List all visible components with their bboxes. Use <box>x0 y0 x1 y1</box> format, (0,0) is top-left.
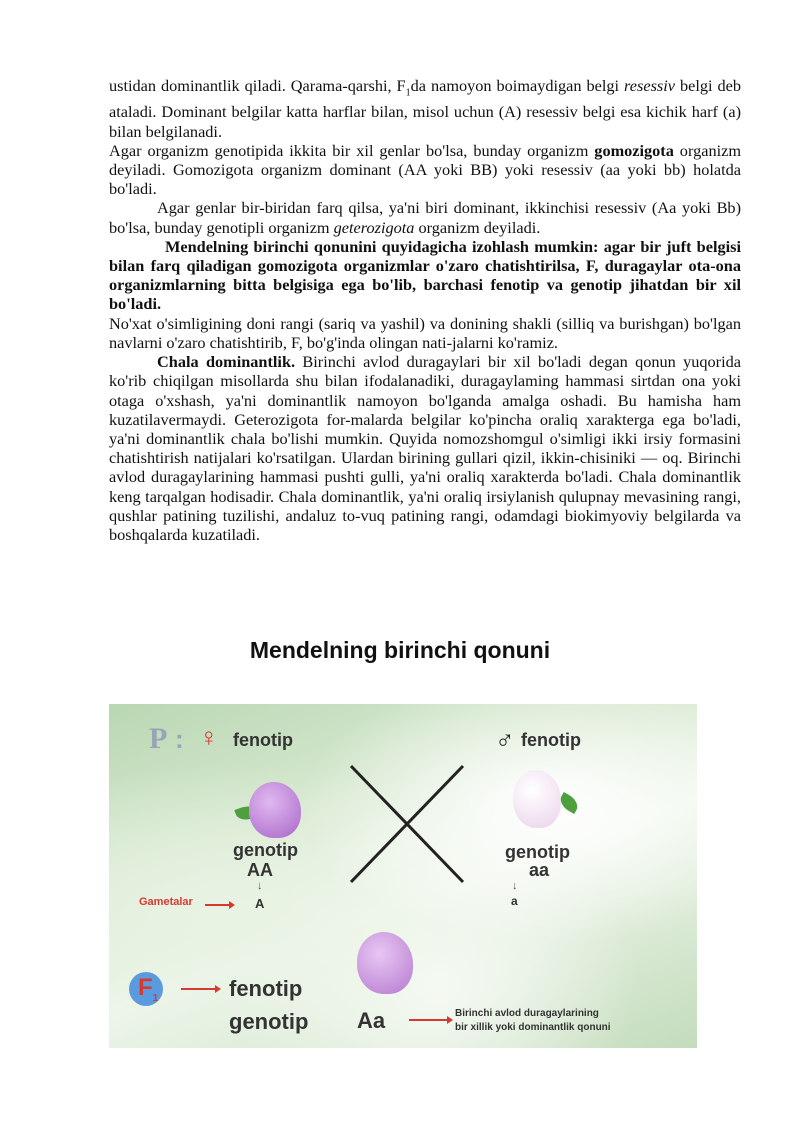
flower-icon <box>249 782 301 838</box>
figure-title: Mendelning birinchi qonuni <box>249 637 551 663</box>
flower-icon <box>513 770 561 828</box>
fenotip-right: fenotip <box>521 730 581 750</box>
paragraph-mendel-law: Mendelning birinchi qonunini quyidagicha izohlash mumkin: agar bir juft belgisi bilan farq qiladigan gomozigota organizmlar o'zaro chatishtirilsa, F, duragaylar ota-ona organizmlarning bitta belgisiga ega bo'lib, barchasi fenotip va genotip jihatdan bir xil bo'ladi. <box>109 236 741 314</box>
body-text <box>109 76 741 544</box>
arrow-right-icon <box>409 1015 453 1025</box>
paragraph-heterozygote: Agar genlar bir-biridan farq qilsa, ya'ni biri dominant, ikkinchisi resessiv (Aa yoki Bb) bo'lsa, bunday genotipli organizm geterozigota organizm deyiladi. <box>109 198 741 237</box>
fenotip-left: fenotip <box>233 730 293 750</box>
p-colon: : <box>175 724 184 754</box>
female-symbol-icon: ♀ <box>199 722 219 752</box>
paragraph-dominance: ustidan dominantlik qiladi. Qarama-qarshi, $F_1da$ namoyon boimaydigan belgi resessiv belgi deb ataladi. Dominant belgilar katta harflar bilan, misol uchun (A) resessiv belgi esa kichik harf (a) bilan belgilanadi. <box>109 76 742 141</box>
paragraph-incomplete-dominance: Chala dominantlik. Birinchi avlod duragaylari bir xil bo'ladi degan qonun yuqorida ko'rib chiqilgan misollarda shu bilan ifodalanadiki, duragaylaming hammasi sirtdan ona yoki otaga o'xshash, ya'ni dominantlik namoyon bo'lganda amalga oshadi. Bu hamisha ham kuzatilavermaydi. Geterozigota for-malarda belgilar ko'pincha oraliq xarakterga ega bo'ladi, ya'ni dominantlik chala bo'lishi mumkin. Quyida nomozshomgul o'simligi ikki irsiy formasini chatishtirish natijalari ko'rsatilgan. Ulardan birining gullari qizil, ikkin-chisiniki — oq. Birinchi avlod duragaylarining hammasi pushti gulli, ya'ni oraliq xarakterda bo'ladi. Chala dominantlik keng tarqalgan hodisadir. Chala dominantlik, ya'ni oraliq irsiylanish qulupnay mevasining rangi, qushlar patining tuzilishi, andaluz to-vuq patining rangi, odamdagi biokimyoviy belgilarda va boshqalarda kuzatiladi. <box>109 352 741 544</box>
paragraph-pea: No'xat o'simligining doni rangi (sariq va yashil) va donining shakli (silliq va burishgan) bo'lgan navlarni o'zaro chatishtirib, F, bo'g'inda olingan nati-jalarni ko'ramiz. <box>109 313 741 352</box>
f1-fenotip: fenotip <box>229 976 303 1001</box>
gamete-A: A <box>255 896 265 911</box>
arrow-right-icon <box>205 900 235 910</box>
p-label: P <box>149 722 168 755</box>
genotip-right: genotip <box>505 842 570 862</box>
flower-icon <box>357 932 413 994</box>
genotype-AA: AA <box>247 860 273 880</box>
leaf-icon <box>557 792 581 814</box>
f1-caption-line2: bir xillik yoki dominantlik qonuni <box>455 1022 611 1033</box>
arrow-down-icon: ↓ <box>512 880 518 892</box>
gametes-label: Gametalar <box>139 896 193 908</box>
arrow-right-icon <box>181 984 221 994</box>
cross-icon <box>347 762 467 886</box>
f1-caption-line1: Birinchi avlod duragaylarining <box>455 1008 599 1019</box>
genotype-aa: aa <box>529 860 550 880</box>
f1-genotip: genotip <box>229 1009 309 1034</box>
genotype-Aa: Aa <box>357 1008 386 1033</box>
genotip-left: genotip <box>233 840 298 860</box>
gamete-a: a <box>511 894 518 908</box>
mendel-figure <box>109 704 697 1048</box>
paragraph-homozygote: Agar organizm genotipida ikkita bir xil genlar bo'lsa, bunday organizm gomozigota organizm deyiladi. Gomozigota organizm dominant (AA yoki BB) yoki resessiv (aa yoki bb) holatda bo'ladi. <box>109 140 741 199</box>
f1-label: $F_1$ <box>138 974 159 1004</box>
male-symbol-icon: ♂ <box>495 724 515 754</box>
arrow-down-icon: ↓ <box>257 880 263 892</box>
